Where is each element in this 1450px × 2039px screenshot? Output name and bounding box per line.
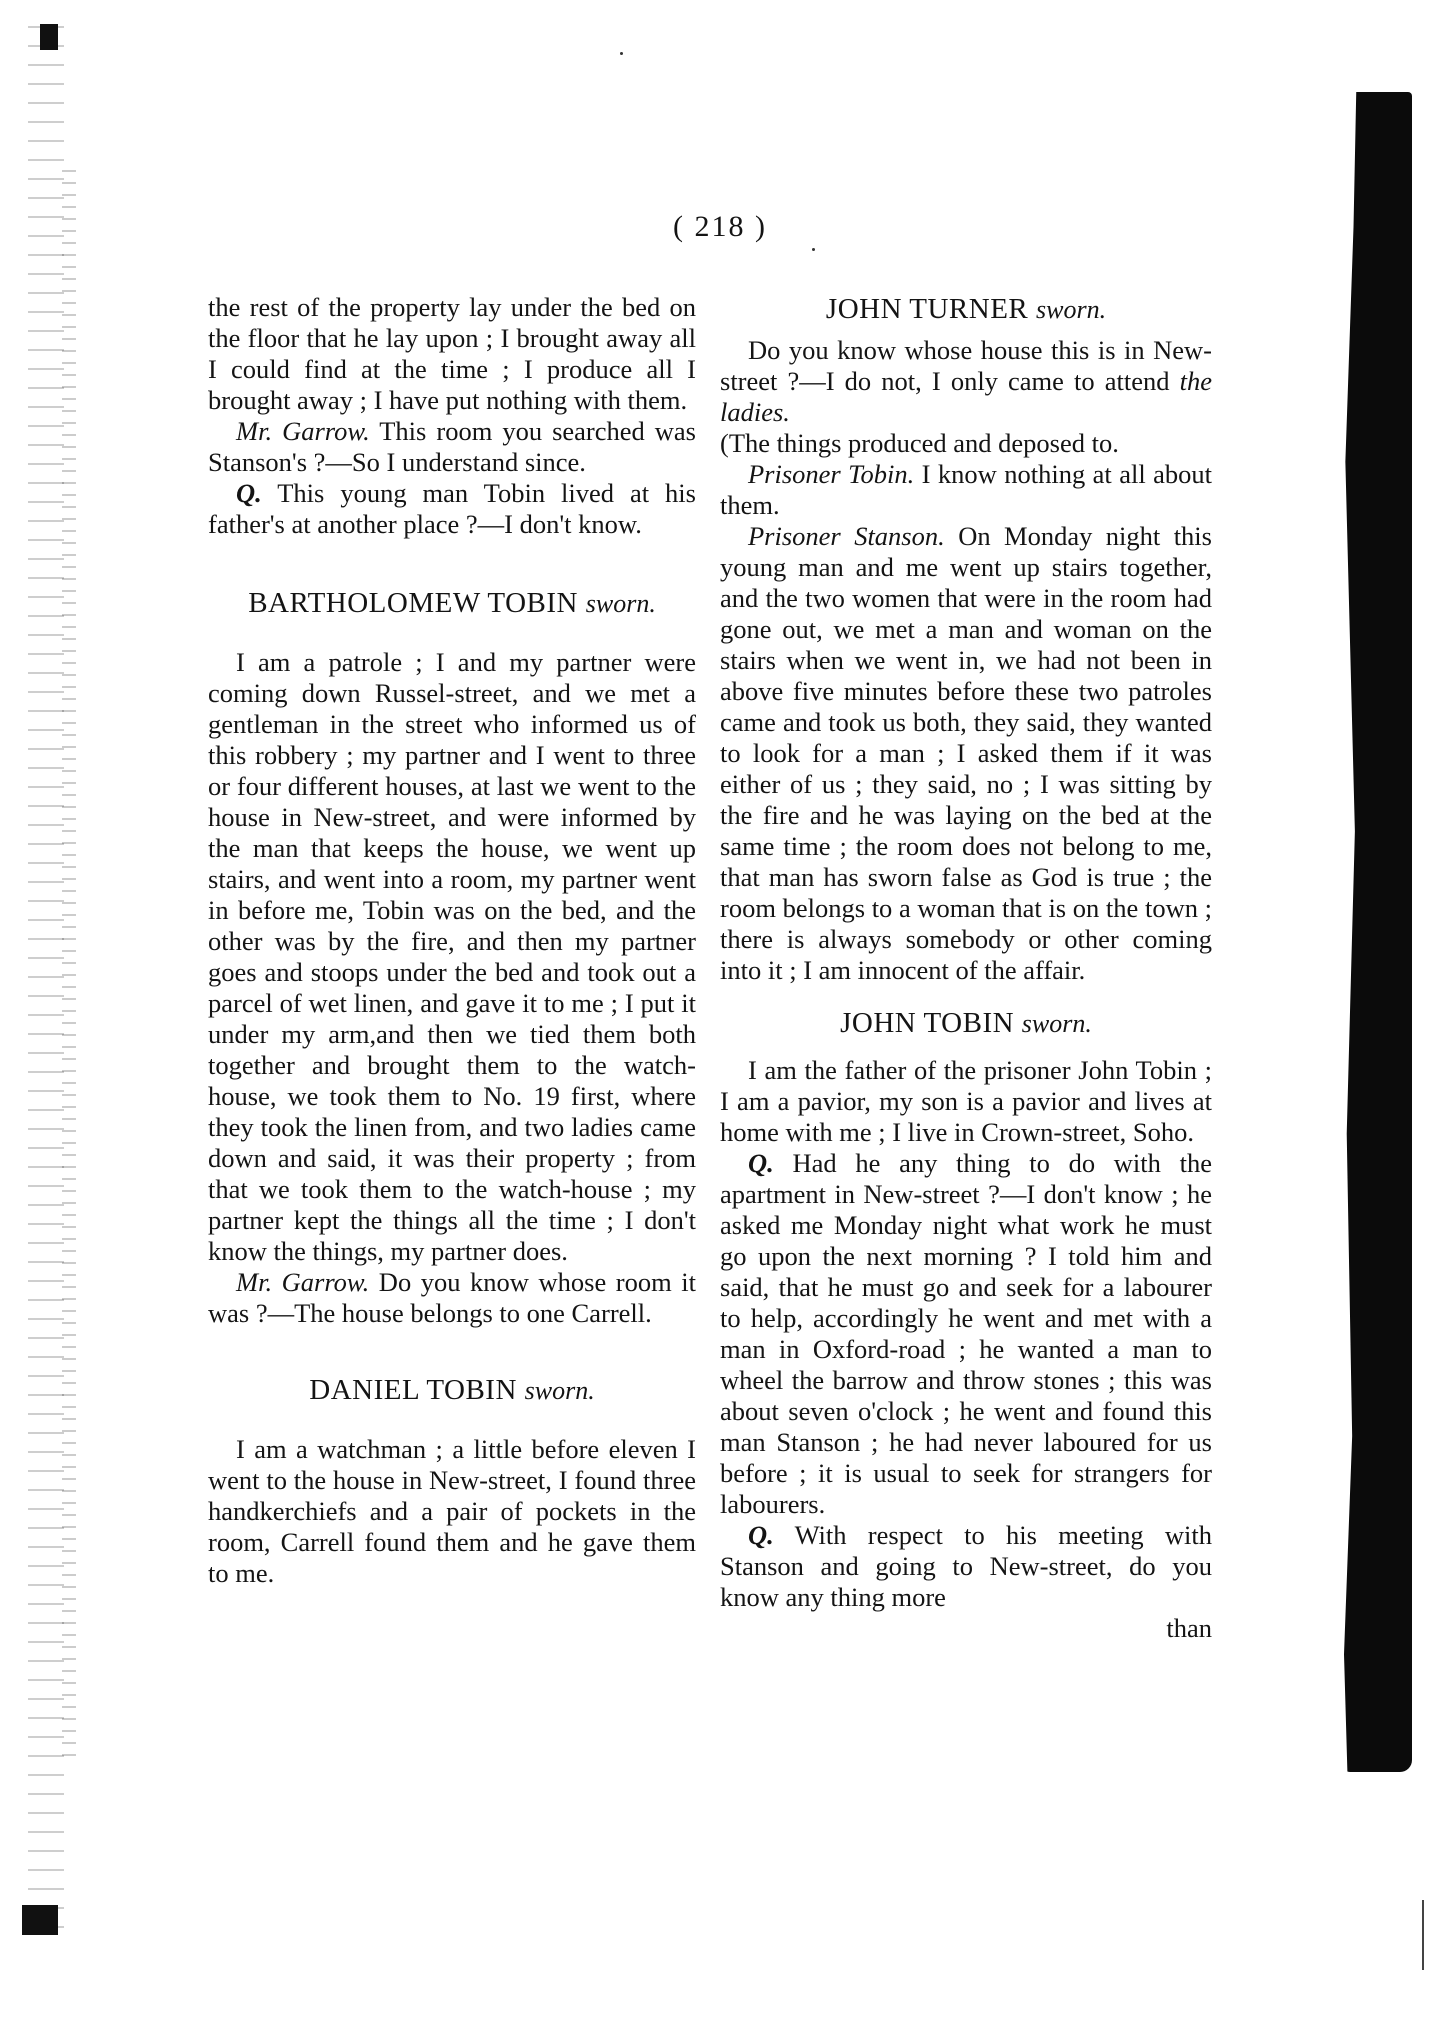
witness-name: BARTHOLOMEW TOBIN bbox=[248, 587, 586, 619]
paragraph-text: Had he any thing to do with the apartment in New-street ?—I don't know ; he asked me Monday night what work he must go upon the next morning ? I told him and said, that he must go and seek for a labourer to help, accordingly he went and met with a man in Oxford-road ; he wanted a man to wheel the barrow and throw stones ; this was about seven o'clock ; he went and found this man Stanson ; he had never laboured for us before ; it is usual to seek for strangers for labourers. bbox=[720, 1148, 1212, 1519]
scan-speck bbox=[812, 248, 815, 251]
witness-name: DANIEL TOBIN bbox=[309, 1374, 525, 1406]
sworn-label: sworn. bbox=[585, 589, 656, 618]
paragraph-text: This room you searched was Stanson's ?—So I understand since. bbox=[208, 416, 696, 477]
scan-speck bbox=[620, 52, 623, 55]
paragraph-text: I know nothing at all about them. bbox=[720, 459, 1212, 520]
scan-dark-edge-right bbox=[1344, 92, 1412, 1772]
paragraph-text: With respect to his meeting with Stanson and going to New-street, do you know any thing more bbox=[720, 1520, 1212, 1612]
speaker-label: Mr. Garrow. bbox=[236, 416, 370, 446]
witness-name: JOHN TOBIN bbox=[840, 1007, 1022, 1039]
sworn-label: sworn. bbox=[1021, 1009, 1092, 1038]
paragraph: the rest of the property lay under the bed on the floor that he lay upon ; I brought away all I could find at the time ; I produce all I brought away ; I have put nothing with them. bbox=[208, 292, 696, 415]
paragraph bbox=[720, 521, 1212, 986]
binding-dots-left bbox=[62, 160, 76, 1760]
scan-hairline-right bbox=[1422, 1900, 1424, 1970]
paragraph bbox=[720, 1148, 1212, 1520]
paragraph-text: Do you know whose room it was ?—The house belongs to one Carrell. bbox=[208, 1267, 696, 1328]
question-mark-label: Q. bbox=[748, 1520, 774, 1550]
witness-heading bbox=[720, 292, 1212, 327]
sworn-label: sworn. bbox=[1036, 295, 1107, 324]
paragraph bbox=[208, 478, 696, 540]
paragraph bbox=[720, 1520, 1212, 1613]
left-column bbox=[208, 292, 696, 1589]
paragraph-text: This young man Tobin lived at his father's at another place ?—I don't know. bbox=[208, 478, 696, 539]
paragraph bbox=[208, 1267, 696, 1329]
scan-mark-bottom-left bbox=[22, 1905, 58, 1935]
scan-mark-top-left bbox=[40, 24, 58, 50]
sworn-label: sworn. bbox=[524, 1376, 595, 1405]
paragraph bbox=[720, 335, 1212, 428]
speaker-label: Prisoner Stanson. bbox=[748, 521, 945, 551]
witness-heading bbox=[720, 1006, 1212, 1041]
binding-edge-left bbox=[28, 20, 64, 1940]
paragraph-text: Do you know whose house this is in New-street ?—I do not, I only came to attend bbox=[720, 335, 1212, 396]
page-number: ( 218 ) bbox=[673, 210, 767, 243]
paragraph: I am a patrole ; I and my partner were coming down Russel-street, and we met a gentleman in the street who informed us of this robbery ; my partner and I went to three or four different houses, at last we went to the house in New-street, and were informed by the man that keeps the house, we went up stairs, and went into a room, my partner went in before me, Tobin was on the bed, and the other was by the fire, and then my partner goes and stoops under the bed and took out a parcel of wet linen, and gave it to me ; I put it under my arm,and then we tied them both together and brought them to the watch-house, we took them to No. 19 first, where they took the linen from, and two ladies came down and said, it was their property ; from that we took them to the watch-house ; my partner kept the things all the time ; I don't know the things, my partner does. bbox=[208, 647, 696, 1266]
paragraph-text: On Monday night this young man and me went up stairs together, and the two women that were in the room had gone out, we met a man and woman on the stairs when we went in, we had not been in above five minutes before these two patroles came and took us both, they said, they wanted to look for a man ; I asked them if it was either of us ; they said, no ; I was sitting by the fire and he was laying on the bed at the same time ; the room does not belong to me, that man has sworn false as God is true ; the room belongs to a woman that is on the town ; there is always somebody or other coming into it ; I am innocent of the affair. bbox=[720, 521, 1212, 985]
speaker-label: Prisoner Tobin. bbox=[748, 459, 915, 489]
catchword: than bbox=[1166, 1613, 1212, 1643]
paragraph: (The things produced and deposed to. bbox=[720, 428, 1119, 458]
witness-name: JOHN TURNER bbox=[825, 293, 1036, 325]
paragraph bbox=[720, 459, 1212, 521]
paragraph: I am a watchman ; a little before eleven I went to the house in New-street, I found three handkerchiefs and a pair of pockets in the room, Carrell found them and he gave them to me. bbox=[208, 1434, 696, 1588]
witness-heading bbox=[208, 586, 696, 621]
paragraph bbox=[208, 416, 696, 478]
question-mark-label: Q. bbox=[236, 478, 262, 508]
paragraph: I am the father of the prisoner John Tobin ; I am a pavior, my son is a pavior and lives at home with me ; I live in Crown-street, Soho. bbox=[720, 1055, 1212, 1147]
paragraph-italic: the ladies. bbox=[720, 366, 1212, 427]
witness-heading bbox=[208, 1373, 696, 1408]
question-mark-label: Q. bbox=[748, 1148, 774, 1178]
right-column bbox=[720, 292, 1212, 1644]
speaker-label: Mr. Garrow. bbox=[236, 1267, 370, 1297]
